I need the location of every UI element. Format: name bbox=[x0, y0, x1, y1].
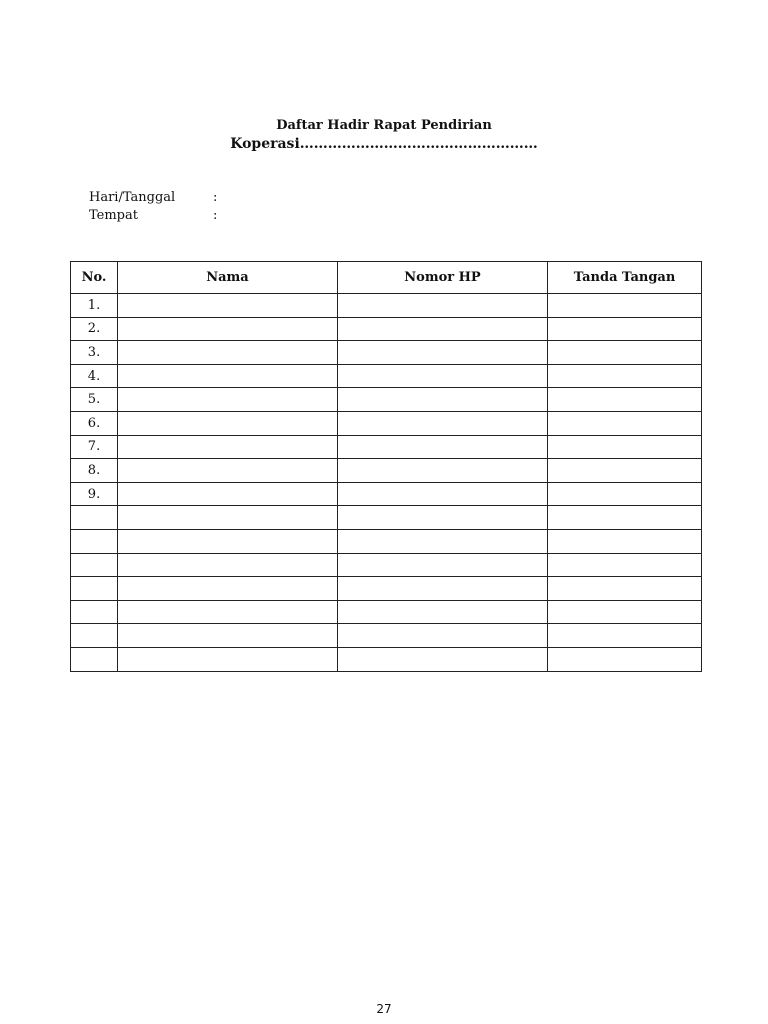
row-number-cell bbox=[71, 647, 118, 671]
hari-tanggal-colon: : bbox=[213, 190, 218, 205]
nama-cell bbox=[118, 364, 338, 388]
nomor-hp-cell bbox=[338, 364, 548, 388]
page-number: 27 bbox=[376, 1002, 392, 1016]
nomor-hp-cell bbox=[338, 459, 548, 483]
table-body bbox=[71, 294, 702, 672]
row-number-cell: 5. bbox=[71, 388, 118, 412]
nama-cell bbox=[118, 435, 338, 459]
nama-cell bbox=[118, 529, 338, 553]
header-tanda-tangan: Tanda Tangan bbox=[548, 262, 702, 294]
tanda-tangan-cell bbox=[548, 506, 702, 530]
row-number-cell: 4. bbox=[71, 364, 118, 388]
table-row bbox=[71, 411, 702, 435]
tanda-tangan-cell bbox=[548, 317, 702, 341]
nama-cell bbox=[118, 482, 338, 506]
row-number-cell: 8. bbox=[71, 459, 118, 483]
nomor-hp-cell bbox=[338, 624, 548, 648]
tempat-label: Tempat bbox=[89, 208, 138, 223]
header-nama: Nama bbox=[118, 262, 338, 294]
nomor-hp-cell bbox=[338, 553, 548, 577]
table-row bbox=[71, 647, 702, 671]
nomor-hp-cell bbox=[338, 506, 548, 530]
nama-cell bbox=[118, 411, 338, 435]
tanda-tangan-cell bbox=[548, 482, 702, 506]
row-number-cell: 3. bbox=[71, 341, 118, 365]
tanda-tangan-cell bbox=[548, 577, 702, 601]
table-row bbox=[71, 529, 702, 553]
nama-cell bbox=[118, 317, 338, 341]
nomor-hp-cell bbox=[338, 647, 548, 671]
nomor-hp-cell bbox=[338, 529, 548, 553]
tanda-tangan-cell bbox=[548, 341, 702, 365]
row-number-cell: 9. bbox=[71, 482, 118, 506]
row-number-cell bbox=[71, 577, 118, 601]
tanda-tangan-cell bbox=[548, 435, 702, 459]
row-number-cell: 2. bbox=[71, 317, 118, 341]
tanda-tangan-cell bbox=[548, 624, 702, 648]
table-row bbox=[71, 459, 702, 483]
nomor-hp-cell bbox=[338, 600, 548, 624]
nama-cell bbox=[118, 388, 338, 412]
nomor-hp-cell bbox=[338, 577, 548, 601]
tanda-tangan-cell bbox=[548, 364, 702, 388]
nama-cell bbox=[118, 577, 338, 601]
table-row bbox=[71, 624, 702, 648]
table-row bbox=[71, 553, 702, 577]
nama-cell bbox=[118, 459, 338, 483]
attendance-table bbox=[70, 261, 702, 672]
nomor-hp-cell bbox=[338, 341, 548, 365]
row-number-cell: 1. bbox=[71, 294, 118, 318]
nama-cell bbox=[118, 506, 338, 530]
meta-row-hari-tanggal bbox=[89, 190, 217, 205]
tanda-tangan-cell bbox=[548, 529, 702, 553]
nomor-hp-cell bbox=[338, 317, 548, 341]
tanda-tangan-cell bbox=[548, 388, 702, 412]
row-number-cell bbox=[71, 624, 118, 648]
tanda-tangan-cell bbox=[548, 647, 702, 671]
document-title: Daftar Hadir Rapat Pendirian bbox=[276, 118, 492, 133]
nomor-hp-cell bbox=[338, 388, 548, 412]
table-row bbox=[71, 600, 702, 624]
nomor-hp-cell bbox=[338, 435, 548, 459]
nama-cell bbox=[118, 647, 338, 671]
table-header-row bbox=[71, 262, 702, 294]
hari-tanggal-label: Hari/Tanggal bbox=[89, 190, 176, 205]
table-row bbox=[71, 435, 702, 459]
table-row bbox=[71, 482, 702, 506]
row-number-cell: 7. bbox=[71, 435, 118, 459]
table-row bbox=[71, 506, 702, 530]
table-row bbox=[71, 317, 702, 341]
nama-cell bbox=[118, 341, 338, 365]
nomor-hp-cell bbox=[338, 482, 548, 506]
nama-cell bbox=[118, 294, 338, 318]
header-no: No. bbox=[71, 262, 118, 294]
tanda-tangan-cell bbox=[548, 411, 702, 435]
row-number-cell: 6. bbox=[71, 411, 118, 435]
nama-cell bbox=[118, 553, 338, 577]
tanda-tangan-cell bbox=[548, 553, 702, 577]
row-number-cell bbox=[71, 506, 118, 530]
tanda-tangan-cell bbox=[548, 459, 702, 483]
tanda-tangan-cell bbox=[548, 600, 702, 624]
row-number-cell bbox=[71, 600, 118, 624]
document-subtitle: Koperasi…………………………………………… bbox=[230, 136, 538, 152]
table-row bbox=[71, 364, 702, 388]
tempat-colon: : bbox=[213, 208, 218, 223]
nama-cell bbox=[118, 600, 338, 624]
table-row bbox=[71, 577, 702, 601]
table-row bbox=[71, 294, 702, 318]
row-number-cell bbox=[71, 553, 118, 577]
nomor-hp-cell bbox=[338, 411, 548, 435]
nomor-hp-cell bbox=[338, 294, 548, 318]
row-number-cell bbox=[71, 529, 118, 553]
header-nomor-hp: Nomor HP bbox=[338, 262, 548, 294]
table-row bbox=[71, 341, 702, 365]
table-row bbox=[71, 388, 702, 412]
tanda-tangan-cell bbox=[548, 294, 702, 318]
nama-cell bbox=[118, 624, 338, 648]
meta-row-tempat bbox=[89, 208, 217, 223]
